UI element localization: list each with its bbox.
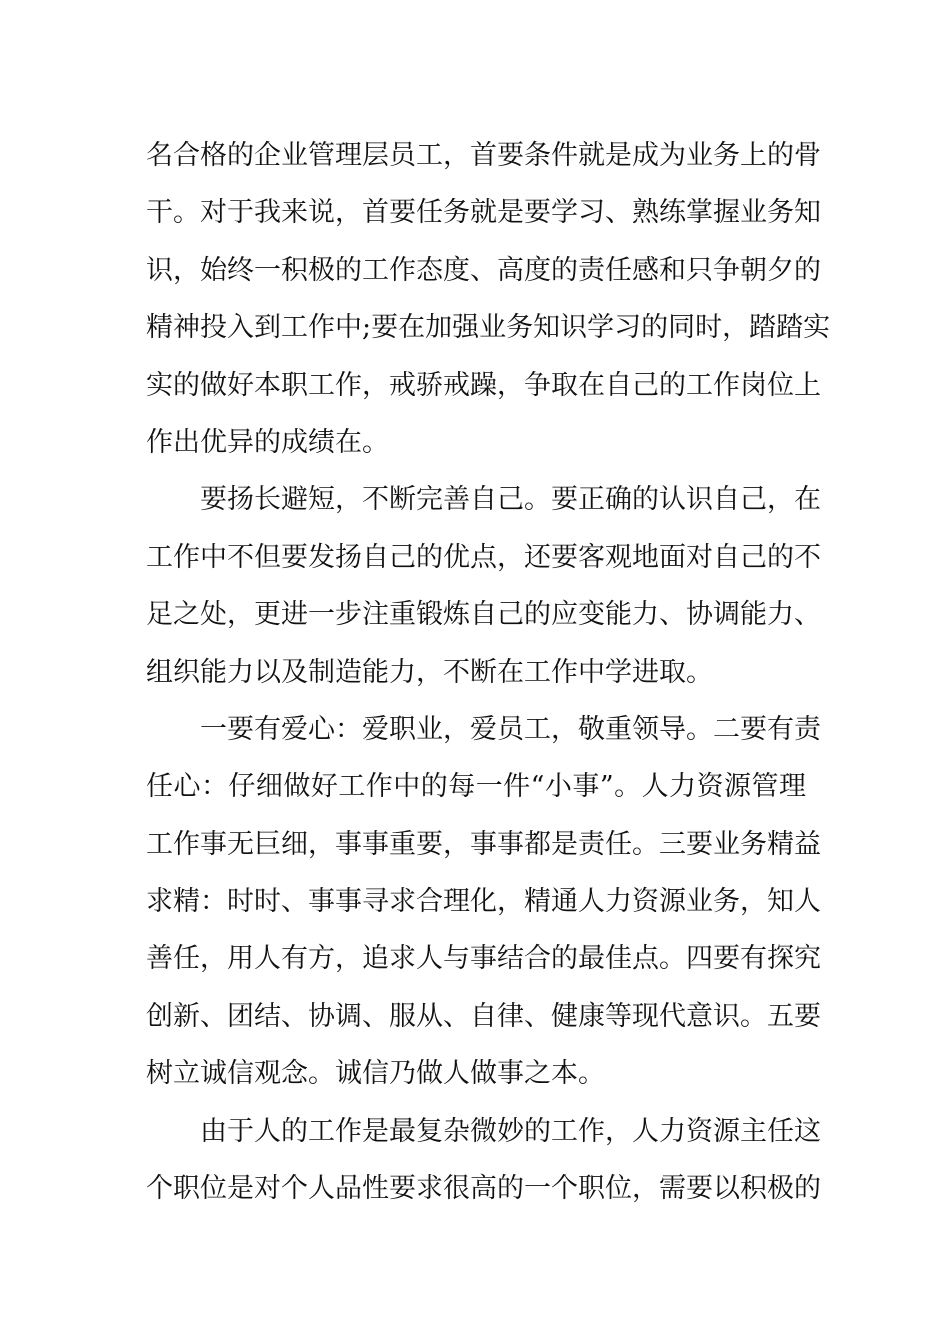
paragraph	[146, 471, 821, 701]
text-line: 要扬长避短，不断完善自己。要正确的认识自己，在	[200, 484, 821, 516]
text-line: 干。对于我来说，首要任务就是要学习、熟练掌握业务知	[146, 197, 821, 229]
text-line: 实的做好本职工作，戒骄戒躁，争取在自己的工作岗位上	[146, 369, 821, 401]
paragraph	[146, 127, 831, 471]
text-line: 求精：时时、事事寻求合理化，精通人力资源业务，知人	[146, 886, 821, 918]
text-line: 组织能力以及制造能力，不断在工作中学进取。	[146, 656, 713, 688]
text-line: 由于人的工作是最复杂微妙的工作，人力资源主任这	[200, 1115, 821, 1147]
text-line: 一要有爱心：爱职业，爱员工，敬重领导。二要有责	[200, 713, 821, 745]
text-line: 名合格的企业管理层员工，首要条件就是成为业务上的骨	[146, 140, 821, 171]
body-text	[146, 127, 831, 1217]
text-line: 识，始终一积极的工作态度、高度的责任感和只争朝夕的	[146, 254, 821, 286]
text-line: 精神投入到工作中;要在加强业务知识学习的同时，踏踏实	[146, 312, 831, 344]
text-line: 作出优异的成绩在。	[146, 426, 389, 458]
text-line: 树立诚信观念。诚信乃做人做事之本。	[146, 1058, 605, 1090]
paragraph	[146, 701, 821, 1103]
text-line: 工作中不但要发扬自己的优点，还要客观地面对自己的不	[146, 541, 821, 573]
text-line: 任心：仔细做好工作中的每一件“小事”。人力资源管理	[146, 771, 806, 803]
text-line: 个职位是对个人品性要求很高的一个职位，需要以积极的	[146, 1173, 821, 1205]
text-line: 创新、团结、协调、服从、自律、健康等现代意识。五要	[146, 1000, 821, 1032]
paragraph	[146, 1103, 821, 1218]
text-line: 足之处，更进一步注重锻炼自己的应变能力、协调能力、	[146, 599, 821, 631]
text-line: 工作事无巨细，事事重要，事事都是责任。三要业务精益	[146, 828, 821, 860]
text-line: 善任，用人有方，追求人与事结合的最佳点。四要有探究	[146, 943, 821, 975]
